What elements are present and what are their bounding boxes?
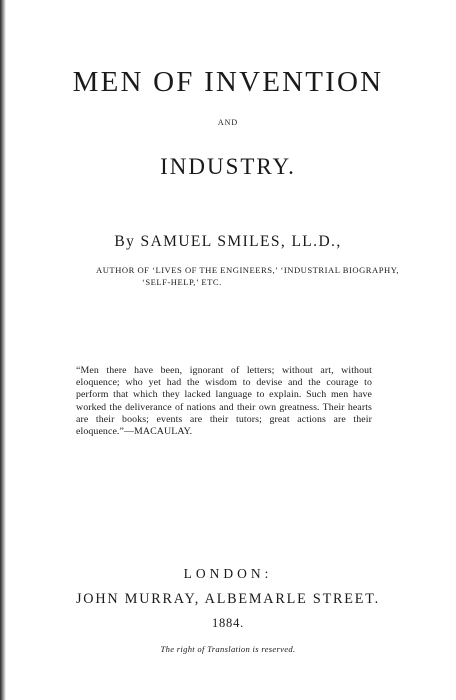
author-name: SAMUEL SMILES, LL.D.,	[140, 233, 342, 250]
byline-by: By	[114, 233, 136, 250]
author-credits-line-1: AUTHOR OF ‘LIVES OF THE ENGINEERS,’ ‘INDUSTRIAL BIOGRAPHY,	[96, 265, 399, 275]
imprint-city: LONDON:	[183, 566, 273, 581]
author-credits	[96, 264, 426, 288]
book-subtitle: INDUSTRY.	[160, 154, 296, 179]
epigraph-quote: “Men there have been, ignorant of letters; without art, without eloquence; who yet had the wisdom to devise and the courage to perform that which they lacked language to explain. Such men have worked the deliverance of nations and their own greatness. Their hearts are their books; events are their tutors; great actions are their eloquence.”—MACAULAY.	[76, 365, 372, 438]
rights-notice: The right of Translation is reserved.	[160, 644, 296, 654]
imprint-year: 1884.	[211, 616, 245, 630]
imprint-publisher: JOHN MURRAY, ALBEMARLE STREET.	[75, 591, 380, 607]
author-credits-line-2: ‘SELF-HELP,’ ETC.	[142, 277, 222, 287]
author-byline	[0, 232, 456, 252]
book-title: MEN OF INVENTION	[72, 66, 384, 98]
title-conjunction: AND	[217, 118, 239, 127]
